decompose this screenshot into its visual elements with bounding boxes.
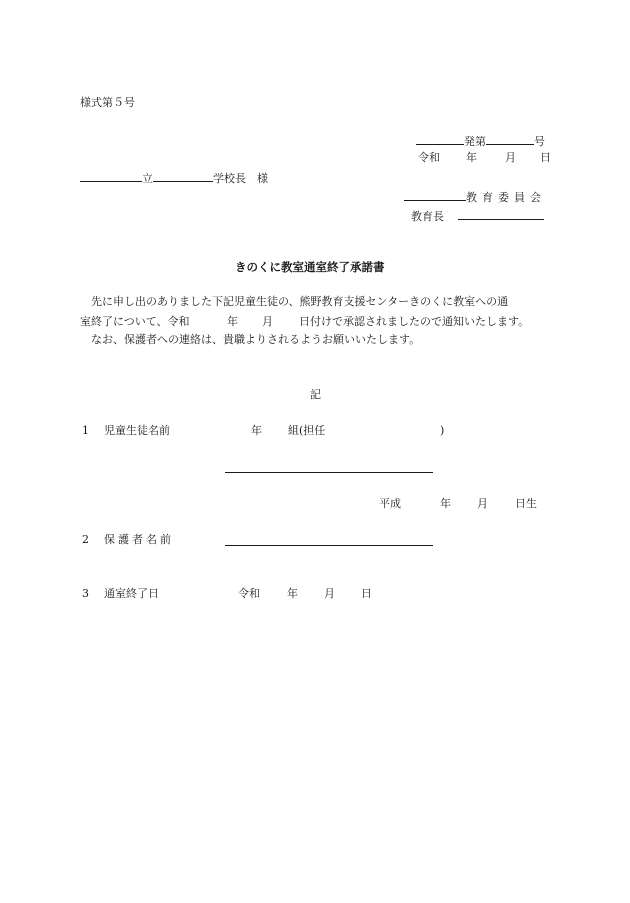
board-blank [404, 189, 466, 201]
issue-year: 年 [466, 151, 477, 164]
issue-number [416, 133, 545, 147]
birth-day: 日生 [515, 497, 537, 510]
form-number: 様式第５号 [80, 96, 135, 109]
sender-board: 教育委員会 [466, 191, 546, 204]
superintendent-blank [458, 208, 544, 220]
body-line-2c: 月 [262, 315, 273, 328]
item3-number: 3 [82, 587, 89, 600]
issue-era: 令和 [418, 151, 440, 164]
honorific: 様 [257, 172, 268, 185]
school-blank [153, 170, 213, 182]
issue-prefix-blank [416, 133, 464, 145]
issue-number-label: 発第 [464, 135, 486, 148]
item1-label: 児童生徒名前 [104, 424, 170, 437]
item3-label: 通室終了日 [104, 587, 159, 600]
student-name-line [225, 472, 433, 473]
city-suffix: 立 [142, 172, 153, 185]
item1-class: 組(担任 [288, 424, 326, 437]
city-blank [80, 170, 142, 182]
body-line-2a: 室終了について、令和 [80, 315, 190, 328]
item1-number: 1 [82, 424, 89, 437]
document-title: きのくに教室通室終了承諾書 [235, 260, 385, 274]
item1-close: ) [440, 424, 445, 437]
guardian-name-line [225, 545, 433, 546]
item3-day: 日 [361, 587, 372, 600]
body-line-2d: 日付けで承認されましたので通知いたします。 [299, 315, 530, 328]
item2-label: 保護者名前 [104, 533, 174, 546]
birth-year: 年 [440, 497, 451, 510]
item3-month: 月 [324, 587, 335, 600]
issue-month: 月 [505, 151, 516, 164]
body-line-2b: 年 [227, 315, 238, 328]
body-line-3: なお、保護者への連絡は、貴職よりされるようお願いいたします。 [91, 333, 421, 346]
superintendent: 教育長 [411, 210, 444, 223]
item2-number: 2 [82, 533, 89, 546]
sender-board-line [404, 189, 546, 203]
ki-heading: 記 [310, 388, 321, 401]
item1-year: 年 [251, 424, 262, 437]
item3-year: 年 [287, 587, 298, 600]
issue-number-suffix: 号 [534, 135, 545, 148]
issue-number-blank [486, 133, 534, 145]
birth-month: 月 [477, 497, 488, 510]
superintendent-line [411, 208, 544, 222]
issue-day: 日 [540, 151, 551, 164]
item3-era: 令和 [238, 587, 260, 600]
birth-era: 平成 [379, 497, 401, 510]
school-principal: 学校長 [213, 172, 246, 185]
body-line-1: 先に申し出のありました下記児童生徒の、熊野教育支援センターきのくに教室への通 [91, 295, 509, 308]
addressee [80, 170, 268, 184]
